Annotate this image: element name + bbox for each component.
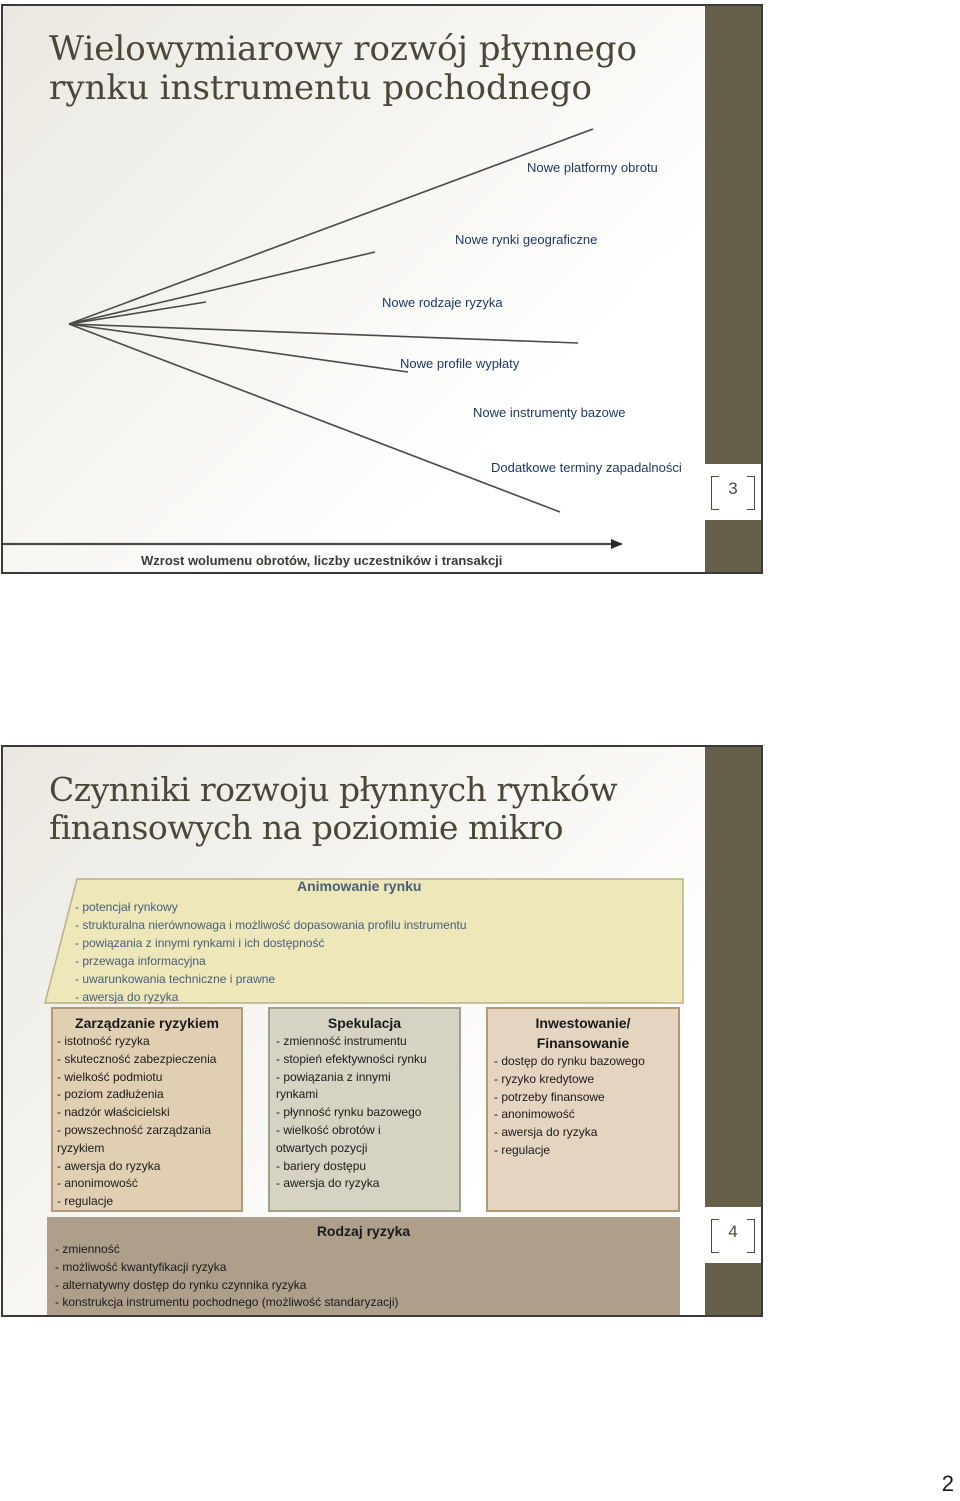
branch-line-5: [69, 324, 408, 372]
animowanie-item: - uwarunkowania techniczne i prawne: [75, 971, 276, 986]
spekulacja-item: - stopień efektywności rynku: [276, 1051, 427, 1066]
branch-line-1: [69, 129, 593, 324]
branch-label-3: Nowe rodzaje ryzyka: [382, 295, 503, 310]
animowanie-title: Animowanie rynku: [297, 878, 422, 894]
slide-title: Czynniki rozwoju płynnych rynków finansowych na poziomie mikro: [49, 770, 618, 847]
inwestowanie-box: [486, 1007, 680, 1212]
animowanie-item: - strukturalna nierównowaga i możliwość dopasowania profilu instrumentu: [75, 917, 467, 932]
spekulacja-item: - bariery dostępu: [276, 1158, 367, 1173]
branch-label-6: Dodatkowe terminy zapadalności: [491, 460, 682, 475]
branch-line-3: [69, 302, 206, 324]
page-number: 2: [941, 1471, 954, 1496]
rodzaj-ryzyka-title: Rodzaj ryzyka: [316, 1223, 411, 1239]
spekulacja-item: - płynność rynku bazowego: [276, 1105, 422, 1120]
rodzaj-ryzyka-item: - konstrukcja instrumentu pochodnego (możliwość standaryzacji): [55, 1295, 399, 1310]
zarzadzanie-item: - istotność ryzyka: [57, 1034, 150, 1048]
spekulacja-item: - zmienność instrumentu: [276, 1034, 407, 1048]
inwestowanie-item: - dostęp do rynku bazowego: [494, 1054, 645, 1068]
rodzaj-ryzyka-box: [47, 1217, 680, 1315]
spekulacja-item: - wielkość obrotów i otwartych pozycji: [276, 1122, 381, 1155]
axis-arrow-icon: [611, 539, 623, 549]
slide-number-box: [705, 1207, 761, 1263]
spekulacja-box: [268, 1007, 461, 1212]
animowanie-list: [75, 899, 675, 1006]
animowanie-item: - potencjał rynkowy: [75, 900, 178, 914]
zarzadzanie-item: - poziom zadłużenia: [57, 1087, 164, 1102]
inwestowanie-item: - awersja do ryzyka: [494, 1125, 598, 1140]
zarzadzanie-item: - anonimowość: [57, 1176, 138, 1191]
zarzadzanie-item: - nadzór właścicielski: [57, 1105, 170, 1120]
zarzadzanie-item: - skuteczność zabezpieczenia: [57, 1051, 217, 1066]
spekulacja-item: - awersja do ryzyka: [276, 1176, 380, 1191]
animowanie-item: - przewaga informacyjna: [75, 953, 206, 968]
inwestowanie-item: - regulacje: [494, 1142, 551, 1157]
zarzadzanie-item: - wielkość podmiotu: [57, 1069, 163, 1084]
rodzaj-ryzyka-item: - zmienność: [55, 1242, 120, 1256]
axis-label: Wzrost wolumenu obrotów, liczby uczestników i transakcji: [141, 553, 503, 568]
zarzadzanie-item: - awersja do ryzyka: [57, 1158, 161, 1173]
animowanie-item: - awersja do ryzyka: [75, 989, 179, 1004]
inwestowanie-item: - anonimowość: [494, 1107, 575, 1122]
branch-line-4: [69, 324, 578, 343]
branch-label-5: Nowe instrumenty bazowe: [473, 405, 626, 420]
zarzadzanie-box: [51, 1007, 243, 1212]
slide-number-box: [705, 464, 761, 520]
animowanie-item: - powiązania z innymi rynkami i ich dostępność: [75, 935, 325, 950]
slide-title: Wielowymiarowy rozwój płynnego rynku instrumentu pochodnego: [49, 29, 637, 109]
slide-4: [1, 745, 763, 1317]
zarzadzanie-item: - regulacje: [57, 1194, 114, 1209]
slide-number: 3: [728, 479, 738, 498]
spekulacja-title: Spekulacja: [327, 1015, 402, 1031]
branch-line-2: [69, 252, 375, 324]
slide-number: 4: [728, 1222, 738, 1241]
branch-diagram: [3, 6, 707, 572]
inwestowanie-item: - ryzyko kredytowe: [494, 1071, 595, 1086]
branch-label-1: Nowe platformy obrotu: [527, 160, 658, 175]
rodzaj-ryzyka-item: - alternatywny dostęp do rynku czynnika ryzyka: [55, 1277, 307, 1292]
branch-label-2: Nowe rynki geograficzne: [455, 232, 598, 247]
branch-label-4: Nowe profile wypłaty: [400, 356, 520, 371]
inwestowanie-item: - potrzeby finansowe: [494, 1089, 605, 1104]
rodzaj-ryzyka-item: - możliwość kwantyfikacji ryzyka: [55, 1259, 227, 1274]
zarzadzanie-title: Zarządzanie ryzykiem: [75, 1015, 219, 1031]
slide-3: [1, 4, 763, 574]
zarzadzanie-item: - powszechność zarządzania ryzykiem: [57, 1122, 212, 1155]
spekulacja-item: - powiązania z innymi rynkami: [276, 1069, 391, 1102]
inwestowanie-title: Inwestowanie/ Finansowanie: [535, 1015, 631, 1051]
